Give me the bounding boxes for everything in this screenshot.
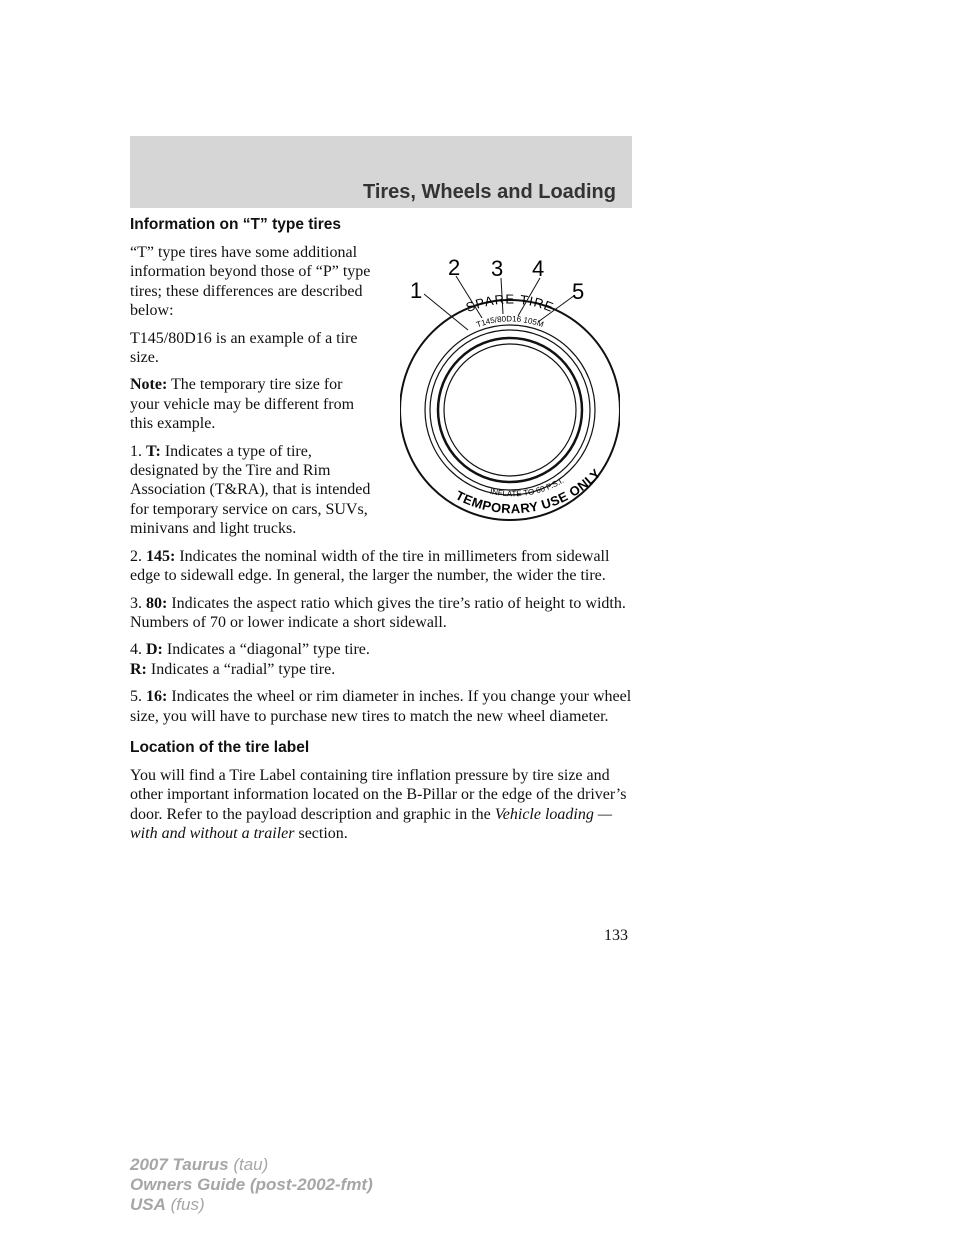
footer-market: USA (130, 1195, 166, 1214)
footer-market-code: (fus) (170, 1195, 205, 1214)
item-label: 80: (146, 594, 168, 612)
callout-3: 3 (491, 256, 504, 281)
footer (130, 1155, 373, 1215)
callout-5: 5 (572, 279, 585, 304)
item-text: Indicates the wheel or rim diameter in inches. If you change your wheel size, you will have to purchase new tires to match the new wheel diameter. (130, 688, 632, 725)
page-title: Tires, Wheels and Loading (362, 181, 616, 203)
note-label: Note: (130, 376, 168, 394)
cross-reference-suffix: section. (298, 825, 348, 843)
list-item-5 (130, 687, 635, 726)
list-item-2 (130, 547, 635, 586)
sidewall-spare-text: SPARE TIRE (463, 291, 557, 316)
footer-line-1 (130, 1155, 373, 1175)
page-number: 133 (604, 927, 628, 944)
callout-1: 1 (410, 278, 423, 303)
t-type-intro: “T” type tires have some additional information beyond those of “P” type tires; these differences are described below: (130, 244, 371, 320)
item-label: 145: (146, 547, 176, 565)
cross-reference: Vehicle loading — with and without a trailer (130, 805, 613, 843)
header-band (130, 136, 632, 208)
list-item-1 (130, 442, 375, 539)
item-label: T: (146, 442, 161, 460)
callout-2: 2 (448, 255, 461, 280)
label-location-paragraph (130, 766, 635, 844)
item-text: Indicates a “diagonal” type tire. (166, 641, 370, 659)
label-location-heading: Location of the tire label (130, 738, 310, 756)
item-number: 4. (130, 641, 142, 659)
sidewall-temporary-text: TEMPORARY USE ONLY (453, 465, 604, 517)
note-paragraph (130, 375, 375, 433)
item-label: 16: (146, 688, 168, 706)
item-number: 2. (130, 547, 142, 565)
size-example: T145/80D16 is an example of a tire size. (130, 329, 358, 367)
footer-guide: Owners Guide (post-2002-fmt) (130, 1175, 373, 1194)
list-item-4 (130, 640, 635, 659)
note-text: The temporary tire size for your vehicle may be different from this example. (130, 376, 355, 433)
item-text: Indicates the nominal width of the tire in millimeters from sidewall edge to sidewall edge. In general, the larger the number, the wider the tire. (130, 547, 610, 585)
page-content (130, 215, 635, 852)
item-number: 5. (130, 688, 142, 706)
list-item-4-radial (130, 660, 635, 679)
item-label: R: (130, 660, 147, 678)
item-text: Indicates a “radial” type tire. (150, 660, 336, 678)
item-number: 3. (130, 594, 142, 612)
sidewall-size-text: T145/80D16 105M (475, 314, 545, 330)
item-number: 1. (130, 442, 142, 460)
t-type-heading: Information on “T” type tires (130, 216, 341, 233)
footer-model-code: (tau) (233, 1155, 269, 1174)
item-text: Indicates a type of tire, designated by the Tire and Rim Association (T&RA), that is intended for temporary service on cars, SUVs, minivans and light trucks. (130, 442, 371, 538)
item-label: D: (146, 641, 163, 659)
item-text: Indicates the aspect ratio which gives the tire’s ratio of height to width. Numbers of 70 or lower indicate a short sidewall. (130, 594, 626, 631)
list-item-3 (130, 594, 635, 633)
label-location-text: You will find a Tire Label containing tire inflation pressure by tire size and other important information located on the B-Pillar or the edge of the driver’s door. Refer to the payload description and graphic in the (130, 766, 627, 823)
sidewall-inflate-text: INFLATE TO 60 P.S.I. (489, 475, 566, 499)
footer-line-3 (130, 1195, 373, 1215)
footer-model: 2007 Taurus (130, 1155, 229, 1174)
callout-4: 4 (532, 256, 545, 281)
